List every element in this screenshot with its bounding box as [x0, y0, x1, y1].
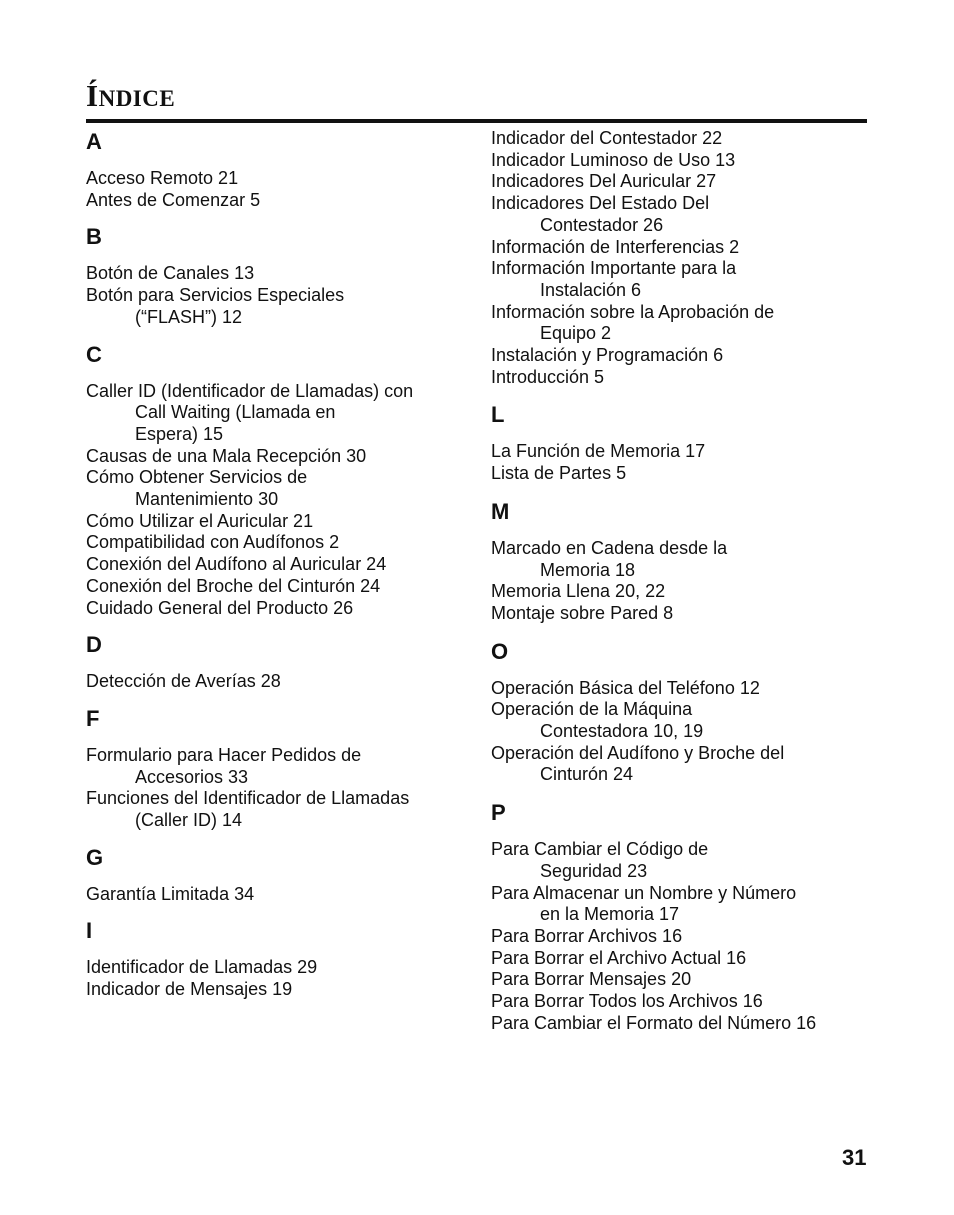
index-entry [86, 467, 461, 510]
entry-text: Instalación y Programación 6 [491, 345, 724, 366]
section-letter: M [491, 498, 510, 524]
index-entry [86, 532, 461, 554]
title-rule [86, 119, 867, 123]
index-section [491, 128, 866, 388]
entry-text: Para Cambiar el Formato del Número 16 [491, 1012, 817, 1033]
section-letter: C [86, 341, 102, 367]
entry-continuation: (Caller ID) 14 [135, 810, 243, 831]
entry-text: Marcado en Cadena desde la [491, 537, 728, 558]
index-column-right [491, 128, 866, 1048]
index-entry [491, 538, 866, 581]
entry-text: Indicador de Mensajes 19 [86, 979, 293, 1000]
entry-list [86, 381, 461, 620]
entry-text: Indicadores Del Estado Del [491, 193, 710, 214]
index-entry [86, 190, 461, 212]
entry-continuation: Call Waiting (Llamada en [135, 402, 336, 423]
section-letter: F [86, 705, 100, 731]
entry-continuation: Memoria 18 [540, 559, 636, 580]
section-letter: I [86, 918, 93, 944]
index-entry [491, 883, 866, 926]
entry-list [86, 263, 461, 328]
entry-text: Garantía Limitada 34 [86, 883, 255, 904]
index-entry [491, 237, 866, 259]
index-entry [86, 884, 461, 906]
index-section [86, 917, 461, 1000]
section-letter: B [86, 224, 102, 250]
entry-list [491, 538, 866, 625]
index-entry [491, 150, 866, 172]
index-section [491, 799, 866, 1034]
index-section [86, 631, 461, 693]
entry-text: Para Borrar Archivos 16 [491, 925, 683, 946]
entry-continuation: Seguridad 23 [540, 860, 648, 881]
entry-text: Cómo Obtener Servicios de [86, 467, 308, 488]
index-section [86, 844, 461, 906]
entry-continuation: Contestador 26 [540, 214, 664, 235]
entry-list [86, 884, 461, 906]
page-title-rest: NDICE [98, 86, 176, 111]
index-entry [491, 948, 866, 970]
entry-text: Para Borrar Todos los Archivos 16 [491, 991, 763, 1012]
index-entry [86, 511, 461, 533]
index-entry [491, 743, 866, 786]
entry-text: Operación de la Máquina [491, 699, 693, 720]
entry-text: Botón de Canales 13 [86, 263, 255, 284]
index-entry [491, 678, 866, 700]
entry-text: La Función de Memoria 17 [491, 441, 706, 462]
entry-text: Indicadores Del Auricular 27 [491, 171, 717, 192]
entry-text: Para Cambiar el Código de [491, 839, 709, 860]
index-entry [491, 128, 866, 150]
index-entry [86, 671, 461, 693]
index-entry [491, 926, 866, 948]
entry-text: Introducción 5 [491, 366, 605, 387]
index-section [491, 401, 866, 484]
entry-text: Botón para Servicios Especiales [86, 285, 345, 306]
entry-text: Antes de Comenzar 5 [86, 189, 261, 210]
entry-text: Causas de una Mala Recepción 30 [86, 445, 367, 466]
index-entry [86, 979, 461, 1001]
index-section [86, 128, 461, 211]
index-entry [491, 581, 866, 603]
index-section [491, 498, 866, 625]
index-entry [86, 598, 461, 620]
entry-list [491, 678, 866, 787]
section-letter: G [86, 844, 104, 870]
index-entry [491, 699, 866, 742]
entry-list [86, 671, 461, 693]
index-entry [491, 839, 866, 882]
entry-text: Detección de Averías 28 [86, 671, 281, 692]
index-entry [491, 345, 866, 367]
index-column-left [86, 128, 461, 1013]
section-letter: L [491, 402, 505, 428]
entry-text: Indicador del Contestador 22 [491, 128, 723, 148]
entry-text: Cómo Utilizar el Auricular 21 [86, 510, 314, 531]
index-entry [491, 1013, 866, 1035]
entry-continuation: (“FLASH”) 12 [135, 306, 243, 327]
page-title-initial: Í [86, 78, 99, 113]
index-entry [491, 969, 866, 991]
entry-list [86, 957, 461, 1000]
entry-text: Funciones del Identificador de Llamadas [86, 788, 410, 809]
entry-continuation: Equipo 2 [540, 323, 612, 344]
section-letter: A [86, 129, 102, 154]
entry-text: Montaje sobre Pared 8 [491, 602, 674, 623]
section-letter: P [491, 800, 506, 826]
index-entry [86, 381, 461, 446]
index-entry [491, 302, 866, 345]
entry-continuation: Contestadora 10, 19 [540, 721, 704, 742]
index-entry [86, 576, 461, 598]
index-entry [86, 446, 461, 468]
entry-list [491, 441, 866, 484]
section-letter: D [86, 632, 102, 658]
index-entry [86, 168, 461, 190]
index-entry [86, 285, 461, 328]
index-entry [86, 554, 461, 576]
index-entry [86, 957, 461, 979]
index-entry [491, 603, 866, 625]
index-section [86, 705, 461, 832]
entry-text: Acceso Remoto 21 [86, 168, 239, 188]
index-entry [491, 463, 866, 485]
page-number: 31 [842, 1145, 867, 1170]
index-section [491, 638, 866, 787]
entry-text: Cuidado General del Producto 26 [86, 597, 354, 618]
index-section [86, 341, 461, 620]
entry-list [491, 128, 866, 388]
entry-text: Formulario para Hacer Pedidos de [86, 744, 362, 765]
entry-continuation: Cinturón 24 [540, 764, 634, 785]
entry-text: Memoria Llena 20, 22 [491, 581, 666, 602]
entry-text: Información sobre la Aprobación de [491, 301, 775, 322]
index-entry [491, 171, 866, 193]
entry-text: Identificador de Llamadas 29 [86, 957, 318, 978]
entry-continuation: Espera) 15 [135, 423, 224, 444]
entry-text: Conexión del Broche del Cinturón 24 [86, 575, 381, 596]
index-section [86, 223, 461, 328]
entry-text: Para Borrar Mensajes 20 [491, 969, 692, 990]
entry-list [86, 745, 461, 832]
entry-continuation: Accesorios 33 [135, 766, 249, 787]
entry-text: Indicador Luminoso de Uso 13 [491, 149, 736, 170]
index-entry [491, 258, 866, 301]
index-entry [491, 367, 866, 389]
index-entry [86, 263, 461, 285]
entry-text: Caller ID (Identificador de Llamadas) con [86, 380, 414, 401]
entry-text: Información Importante para la [491, 258, 737, 279]
entry-text: Operación del Audífono y Broche del [491, 742, 785, 763]
page-title [86, 78, 175, 114]
index-entry [491, 441, 866, 463]
entry-text: Conexión del Audífono al Auricular 24 [86, 554, 387, 575]
entry-text: Para Almacenar un Nombre y Número [491, 882, 797, 903]
entry-text: Información de Interferencias 2 [491, 236, 740, 257]
entry-list [491, 839, 866, 1034]
index-entry [491, 193, 866, 236]
index-entry [86, 745, 461, 788]
index-entry [491, 991, 866, 1013]
entry-text: Compatibilidad con Audífonos 2 [86, 532, 340, 553]
entry-text: Lista de Partes 5 [491, 463, 627, 484]
index-entry [86, 788, 461, 831]
entry-text: Para Borrar el Archivo Actual 16 [491, 947, 747, 968]
entry-continuation: en la Memoria 17 [540, 904, 680, 925]
entry-continuation: Mantenimiento 30 [135, 489, 279, 510]
section-letter: O [491, 638, 509, 664]
entry-continuation: Instalación 6 [540, 279, 642, 300]
entry-list [86, 168, 461, 211]
entry-text: Operación Básica del Teléfono 12 [491, 677, 760, 698]
